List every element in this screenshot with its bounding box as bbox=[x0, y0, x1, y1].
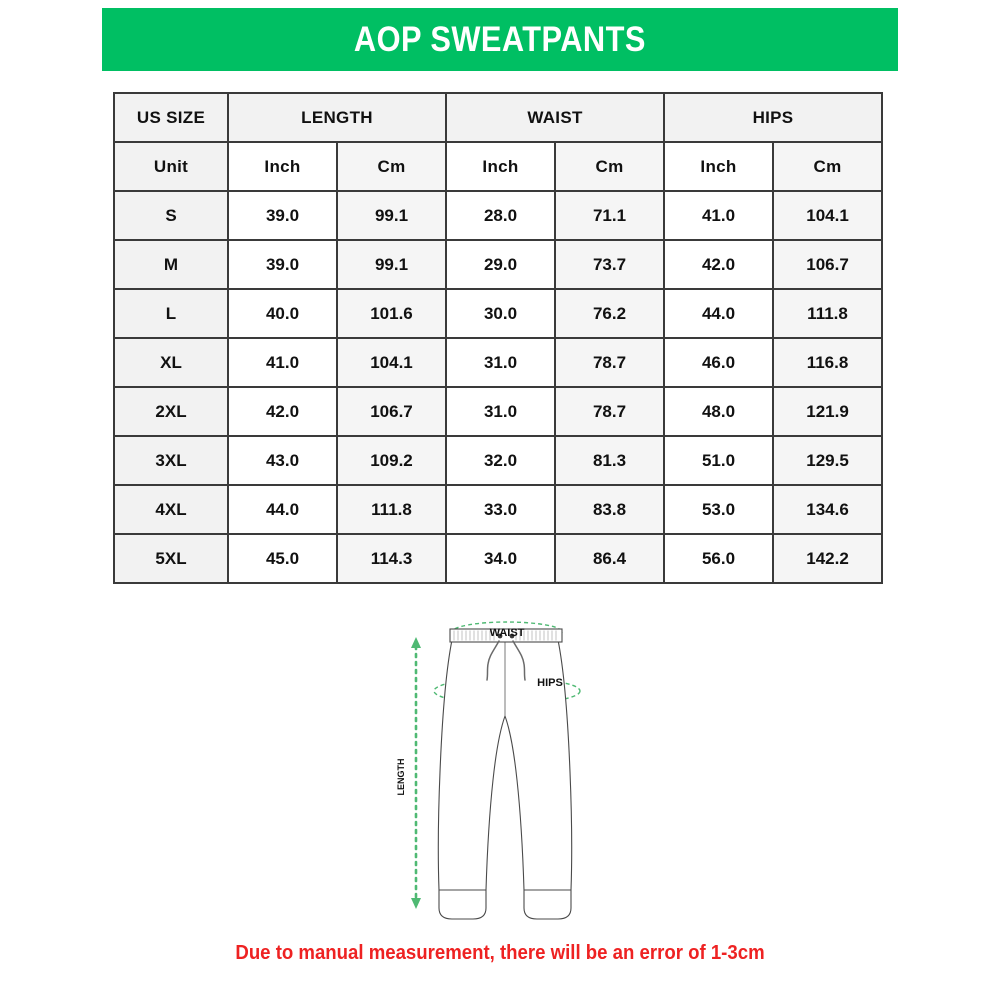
hips-label: HIPS bbox=[537, 677, 563, 689]
row-size-label: S bbox=[114, 191, 228, 240]
cell-hips-inch: 51.0 bbox=[664, 436, 773, 485]
cell-length-cm: 111.8 bbox=[337, 485, 446, 534]
cell-hips-inch: 56.0 bbox=[664, 534, 773, 583]
cell-length-inch: 41.0 bbox=[228, 338, 337, 387]
cell-hips-inch: 41.0 bbox=[664, 191, 773, 240]
table-row bbox=[114, 387, 882, 436]
cell-length-cm: 104.1 bbox=[337, 338, 446, 387]
header-hips: HIPS bbox=[664, 93, 882, 142]
cell-waist-inch: 29.0 bbox=[446, 240, 555, 289]
header-hips-cm: Cm bbox=[773, 142, 882, 191]
cell-length-inch: 40.0 bbox=[228, 289, 337, 338]
size-table bbox=[113, 92, 883, 584]
cell-waist-cm: 83.8 bbox=[555, 485, 664, 534]
cell-waist-inch: 30.0 bbox=[446, 289, 555, 338]
cell-waist-cm: 76.2 bbox=[555, 289, 664, 338]
title-banner bbox=[102, 8, 898, 71]
cell-length-inch: 45.0 bbox=[228, 534, 337, 583]
cell-hips-cm: 134.6 bbox=[773, 485, 882, 534]
cell-hips-inch: 46.0 bbox=[664, 338, 773, 387]
cell-hips-inch: 53.0 bbox=[664, 485, 773, 534]
cell-length-inch: 39.0 bbox=[228, 191, 337, 240]
table-row bbox=[114, 289, 882, 338]
right-cuff bbox=[524, 890, 571, 919]
cell-hips-cm: 142.2 bbox=[773, 534, 882, 583]
waist-label: WAIST bbox=[489, 627, 525, 639]
row-size-label: M bbox=[114, 240, 228, 289]
length-arrow-down bbox=[411, 898, 421, 909]
cell-length-cm: 99.1 bbox=[337, 240, 446, 289]
table-unit-header-row bbox=[114, 142, 882, 191]
cell-length-cm: 109.2 bbox=[337, 436, 446, 485]
header-unit: Unit bbox=[114, 142, 228, 191]
header-length-inch: Inch bbox=[228, 142, 337, 191]
length-label: LENGTH bbox=[396, 758, 406, 796]
cell-length-cm: 101.6 bbox=[337, 289, 446, 338]
cell-waist-cm: 81.3 bbox=[555, 436, 664, 485]
table-row bbox=[114, 240, 882, 289]
table-row bbox=[114, 191, 882, 240]
sweatpants-diagram bbox=[390, 612, 620, 930]
cell-waist-cm: 73.7 bbox=[555, 240, 664, 289]
table-row bbox=[114, 485, 882, 534]
table-row bbox=[114, 436, 882, 485]
header-waist: WAIST bbox=[446, 93, 664, 142]
cell-length-cm: 99.1 bbox=[337, 191, 446, 240]
cell-length-inch: 44.0 bbox=[228, 485, 337, 534]
row-size-label: 4XL bbox=[114, 485, 228, 534]
cell-hips-inch: 44.0 bbox=[664, 289, 773, 338]
length-guide-line bbox=[411, 637, 421, 909]
page-title: AOP SWEATPANTS bbox=[354, 19, 646, 59]
cell-waist-cm: 78.7 bbox=[555, 387, 664, 436]
header-waist-cm: Cm bbox=[555, 142, 664, 191]
cell-hips-cm: 111.8 bbox=[773, 289, 882, 338]
cell-length-cm: 114.3 bbox=[337, 534, 446, 583]
cell-waist-inch: 28.0 bbox=[446, 191, 555, 240]
cell-waist-inch: 31.0 bbox=[446, 387, 555, 436]
row-size-label: L bbox=[114, 289, 228, 338]
cell-hips-inch: 42.0 bbox=[664, 240, 773, 289]
cell-hips-cm: 116.8 bbox=[773, 338, 882, 387]
table-row bbox=[114, 534, 882, 583]
cell-waist-inch: 33.0 bbox=[446, 485, 555, 534]
cell-waist-cm: 86.4 bbox=[555, 534, 664, 583]
length-arrow-up bbox=[411, 637, 421, 648]
cell-waist-cm: 71.1 bbox=[555, 191, 664, 240]
cell-waist-inch: 32.0 bbox=[446, 436, 555, 485]
cell-length-inch: 42.0 bbox=[228, 387, 337, 436]
cell-hips-cm: 106.7 bbox=[773, 240, 882, 289]
table-row bbox=[114, 338, 882, 387]
header-us-size: US SIZE bbox=[114, 93, 228, 142]
table-group-header-row bbox=[114, 93, 882, 142]
table-body bbox=[114, 191, 882, 583]
header-hips-inch: Inch bbox=[664, 142, 773, 191]
cell-hips-inch: 48.0 bbox=[664, 387, 773, 436]
left-cuff bbox=[439, 890, 486, 919]
row-size-label: XL bbox=[114, 338, 228, 387]
header-waist-inch: Inch bbox=[446, 142, 555, 191]
cell-hips-cm: 104.1 bbox=[773, 191, 882, 240]
cell-waist-inch: 34.0 bbox=[446, 534, 555, 583]
header-length-cm: Cm bbox=[337, 142, 446, 191]
cell-length-inch: 39.0 bbox=[228, 240, 337, 289]
size-chart-table bbox=[113, 92, 881, 584]
cell-length-cm: 106.7 bbox=[337, 387, 446, 436]
cell-hips-cm: 121.9 bbox=[773, 387, 882, 436]
row-size-label: 5XL bbox=[114, 534, 228, 583]
row-size-label: 3XL bbox=[114, 436, 228, 485]
header-length: LENGTH bbox=[228, 93, 446, 142]
cell-waist-inch: 31.0 bbox=[446, 338, 555, 387]
cell-length-inch: 43.0 bbox=[228, 436, 337, 485]
row-size-label: 2XL bbox=[114, 387, 228, 436]
measurement-disclaimer: Due to manual measurement, there will be an error of 1-3cm bbox=[235, 942, 765, 964]
cell-hips-cm: 129.5 bbox=[773, 436, 882, 485]
cell-waist-cm: 78.7 bbox=[555, 338, 664, 387]
